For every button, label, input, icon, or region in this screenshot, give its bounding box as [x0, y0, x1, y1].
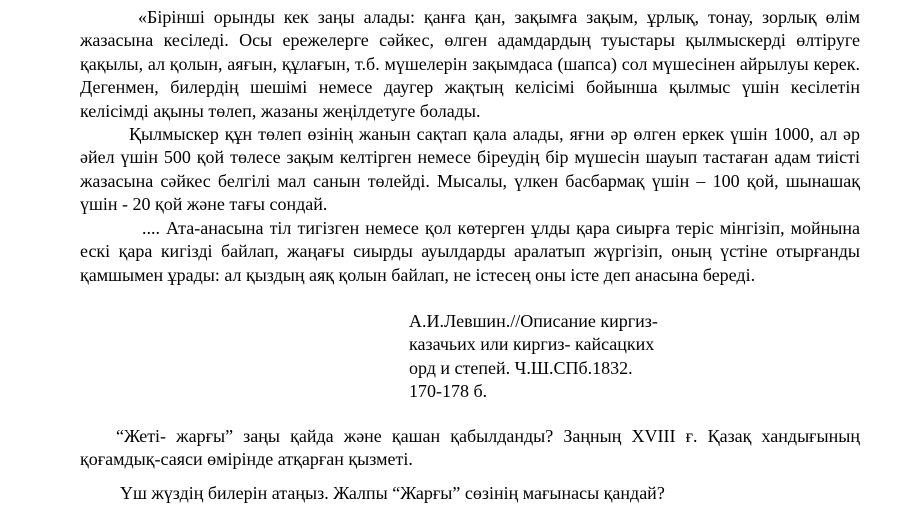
paragraph-blood-feud-law: «Бірінші орынды кек заңы алады: қанға қан, зақымға зақым, ұрлық, тонау, зорлық өлім жазасына кесіледі. Осы ережелерге сәйкес, өлген адамдардың туыстары қылмыскерді өлтіруге қақылы, ал қолын, аяғын, құлағын, т.б. мүшелерін зақымдаса (шапса) сол мүшесінен айрылуы керек. Дегенмен, билердің шешімі немесе даугер жақтың келісімі бойынша қылмыс үшін кесілетін келісімді ақыны төлеп, жазаны жеңілдетуге болады. [80, 7, 860, 121]
question-zheti-zhargy: “Жеті- жарғы” заңы қайда және қашан қабылданды? Заңның XVIII ғ. Қазақ хандығының қоғамдық-саяси өмірінде атқарған қызметі. [80, 426, 860, 470]
question-three-zhuz-biys: Үш жүздің билерін атаңыз. Жалпы “Жарғы” сөзінің мағынасы қандай? [120, 483, 665, 503]
paragraph-kun-payment: Қылмыскер құн төлеп өзінің жанын сақтап қала алады, яғни әр өлген еркек үшін 1000, ал әр әйел үшін 500 қой төлесе зақым келтірген немесе біреудің бір мүшесін шауып тастаған адам тиісті жазасына сәйкес белгілі мал санын төлейді. Мысалы, үлкен басбармақ үшін – 100 қой, шынашақ үшін - 20 қой және тағы сондай. [80, 124, 860, 215]
citation-block [409, 310, 739, 404]
paragraph-parent-insult: .... Ата-анасына тіл тигізген немесе қол көтерген ұлды қара сиырға теріс мінгізіп, мойнына ескі қара кигізді байлап, жаңағы сиырды ауылдарды аралатып жүргізіп, оның үстіне отырғанды қамшымен ұрады: ал қыздың аяқ қолын байлап, не істесең оны істе деп анасына береді. [80, 218, 860, 285]
citation-line: 170-178 б. [409, 381, 488, 402]
citation-line: орд и степей. Ч.Ш.СПб.1832. [409, 357, 633, 378]
citation-line: А.И.Левшин.//Описание киргиз- [409, 311, 658, 331]
citation-line: казачьих или киргиз- кайсацких [409, 334, 655, 355]
